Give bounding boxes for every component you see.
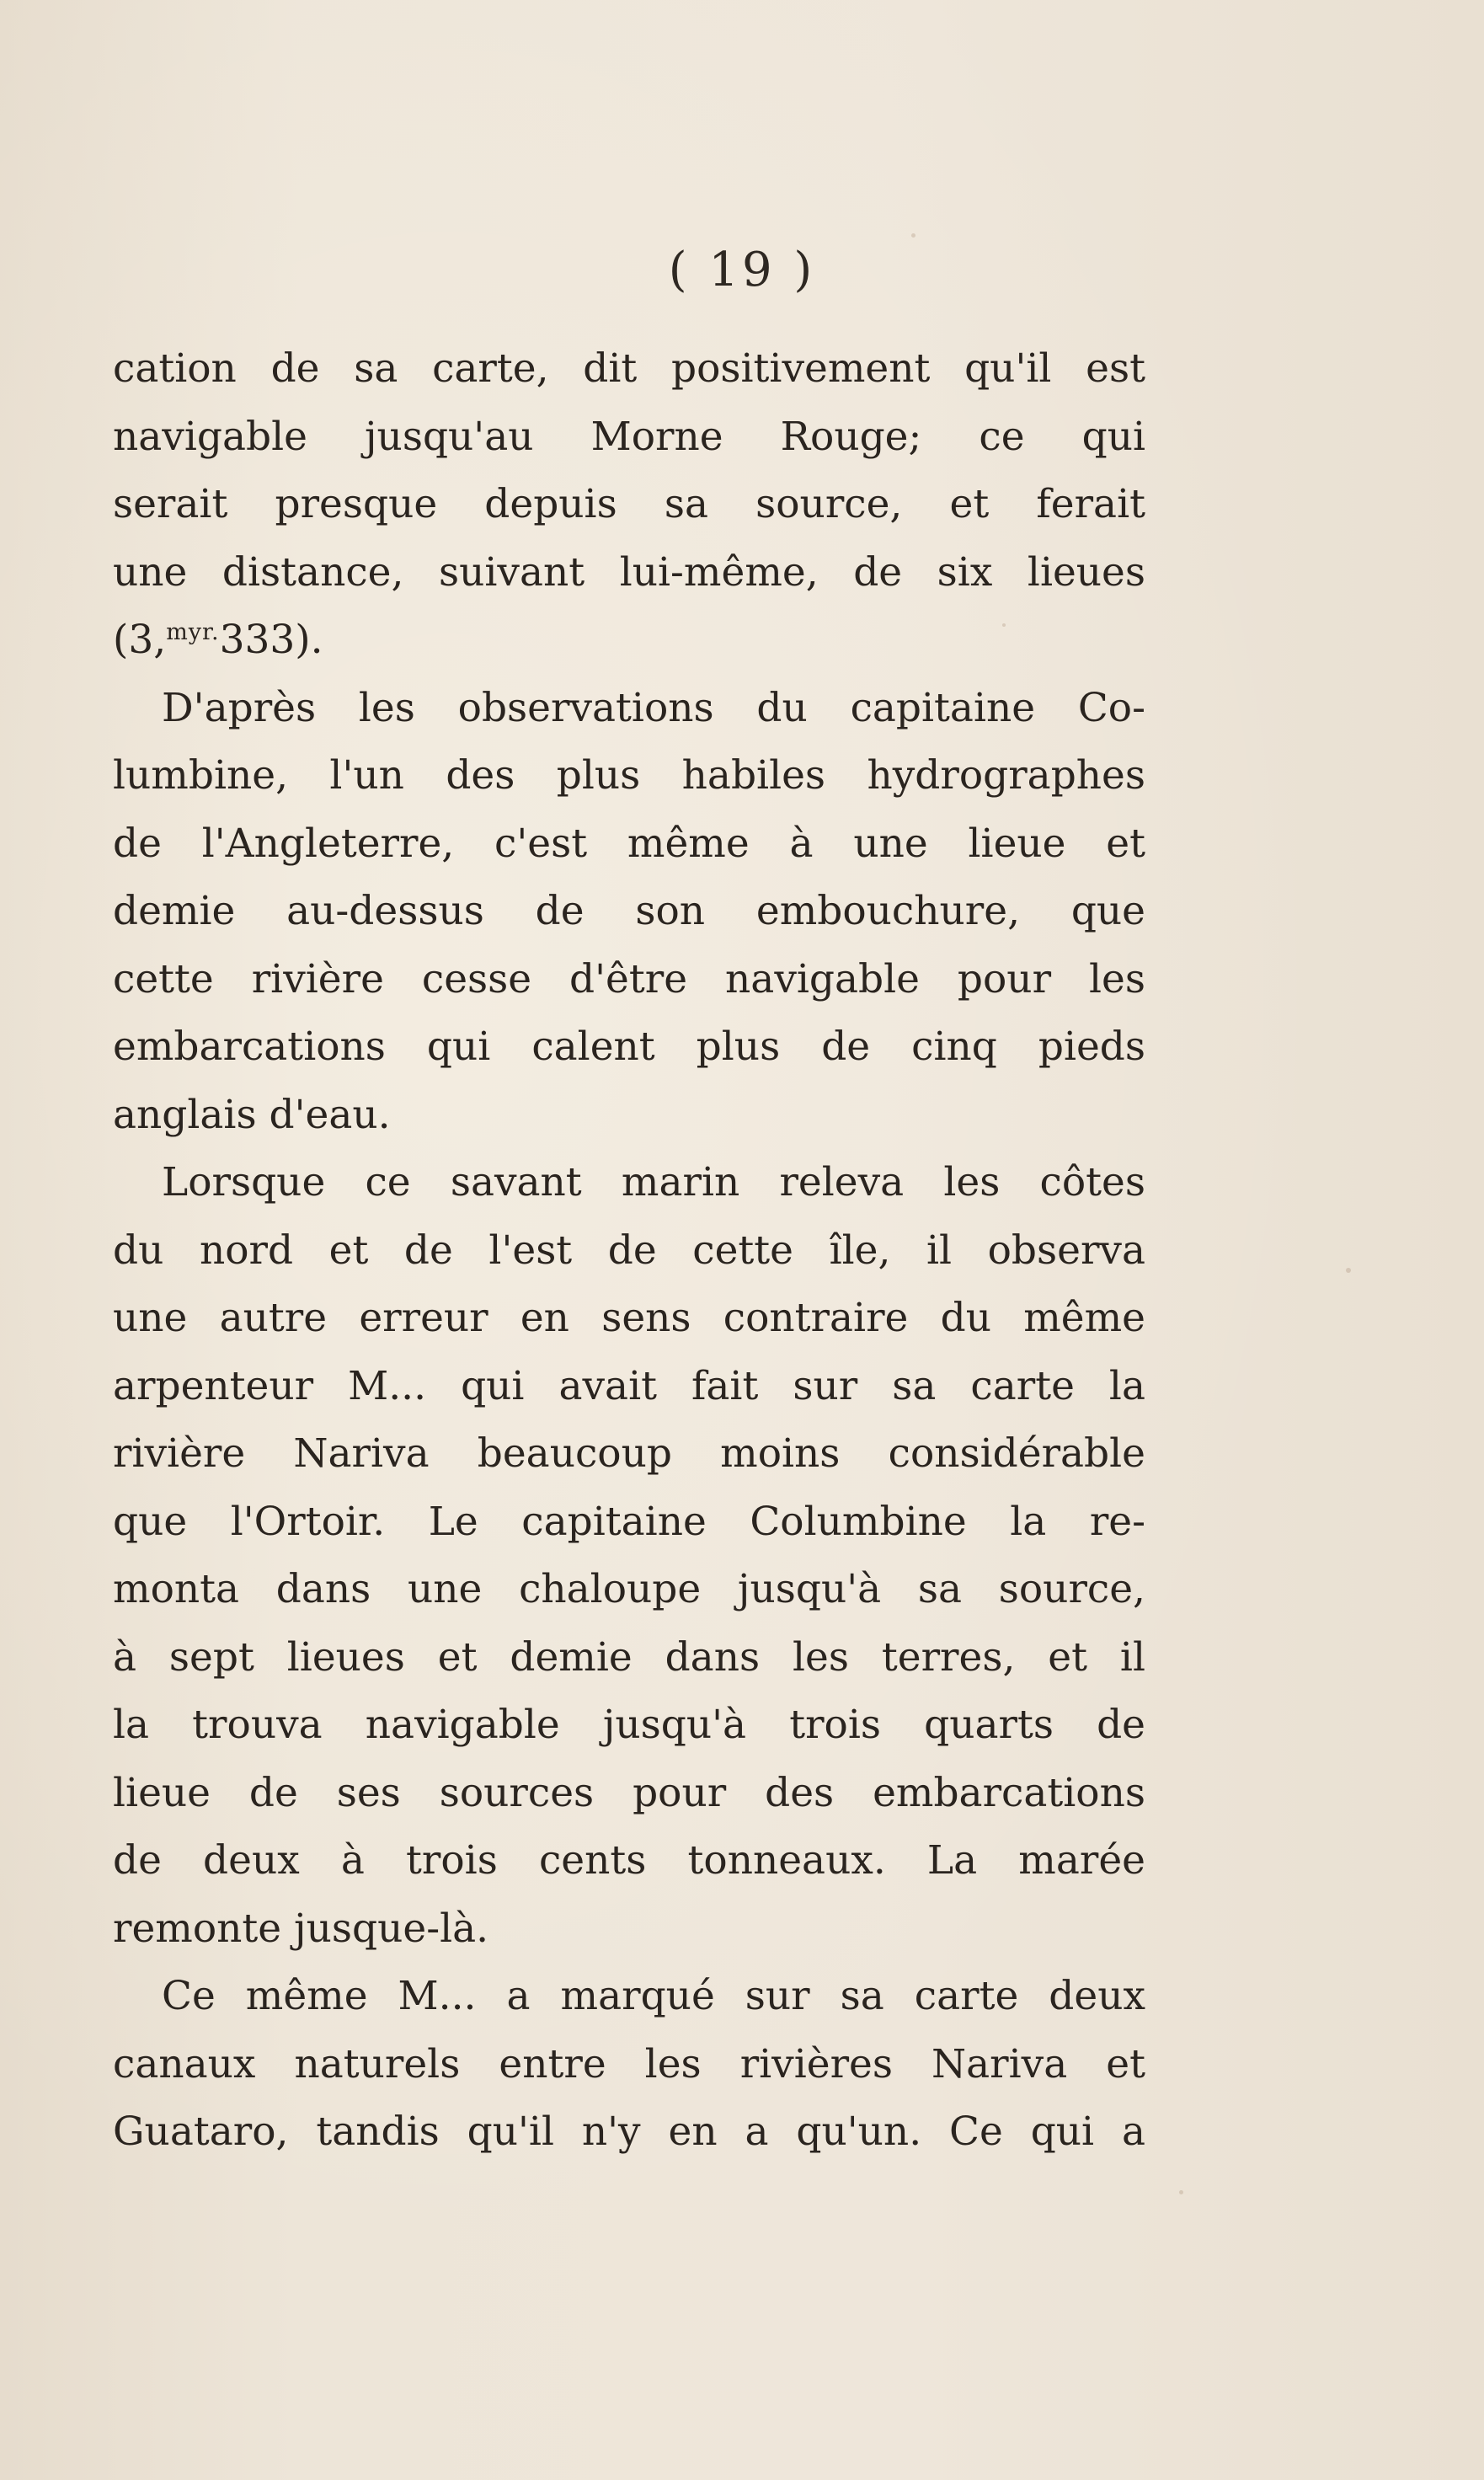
paper-spot — [1179, 2190, 1183, 2194]
text-line: une distance, suivant lui-même, de six lieues — [113, 548, 1145, 596]
text-line: une autre erreur en sens contraire du même — [113, 1295, 1145, 1341]
text-line: navigable jusqu'au Morne Rouge; ce qui — [113, 413, 1145, 460]
text-line: la trouva navigable jusqu'à trois quarts de — [113, 1702, 1145, 1748]
paragraph-start: Ce même M... a marqué sur sa carte deux — [162, 1973, 1145, 2019]
text-line: à sept lieues et demie dans les terres, et il — [113, 1633, 1145, 1681]
paragraph-start: D'après les observations du capitaine Co- — [162, 684, 1145, 731]
text-line: Guataro, tandis qu'il n'y en a qu'un. Ce qui a — [113, 2109, 1145, 2155]
measure-value: 333). — [219, 617, 323, 663]
text-line: monta dans une chaloupe jusqu'à sa source, — [113, 1566, 1145, 1612]
body-text — [113, 335, 1145, 2167]
paper-spot — [1346, 1268, 1351, 1273]
text-line: cette rivière cesse d'être navigable pour les — [113, 955, 1145, 1002]
page-number: ( 19 ) — [668, 243, 816, 297]
text-line: lieue de ses sources pour des embarcations — [113, 1769, 1145, 1816]
text-line: du nord et de l'est de cette île, il observa — [113, 1227, 1145, 1274]
text-line: remonte jusque-là. — [113, 1905, 489, 1952]
myriameter-abbreviation: myr. — [166, 619, 220, 645]
text-line — [113, 607, 1145, 675]
text-line: cation de sa carte, dit positivement qu'il est — [113, 345, 1145, 392]
paper-spot — [911, 233, 915, 238]
text-line: de deux à trois cents tonneaux. La marée — [113, 1837, 1145, 1884]
paragraph-start: Lorsque ce savant marin releva les côtes — [162, 1159, 1145, 1205]
text-line: de l'Angleterre, c'est même à une lieue et — [113, 820, 1145, 867]
text-line: serait presque depuis sa source, et ferait — [113, 481, 1145, 527]
text-line: lumbine, l'un des plus habiles hydrographes — [113, 752, 1145, 799]
text-line: arpenteur M... qui avait fait sur sa carte la — [113, 1362, 1145, 1409]
text-line: demie au-dessus de son embouchure, que — [113, 888, 1145, 934]
text-line: anglais d'eau. — [113, 1091, 391, 1138]
text-line: embarcations qui calent plus de cinq pieds — [113, 1024, 1145, 1070]
text-line: rivière Nariva beaucoup moins considérable — [113, 1430, 1145, 1477]
text-line: canaux naturels entre les rivières Nariva et — [113, 2040, 1145, 2087]
text-line: que l'Ortoir. Le capitaine Columbine la re- — [113, 1498, 1145, 1545]
measure-prefix: (3, — [113, 617, 167, 663]
